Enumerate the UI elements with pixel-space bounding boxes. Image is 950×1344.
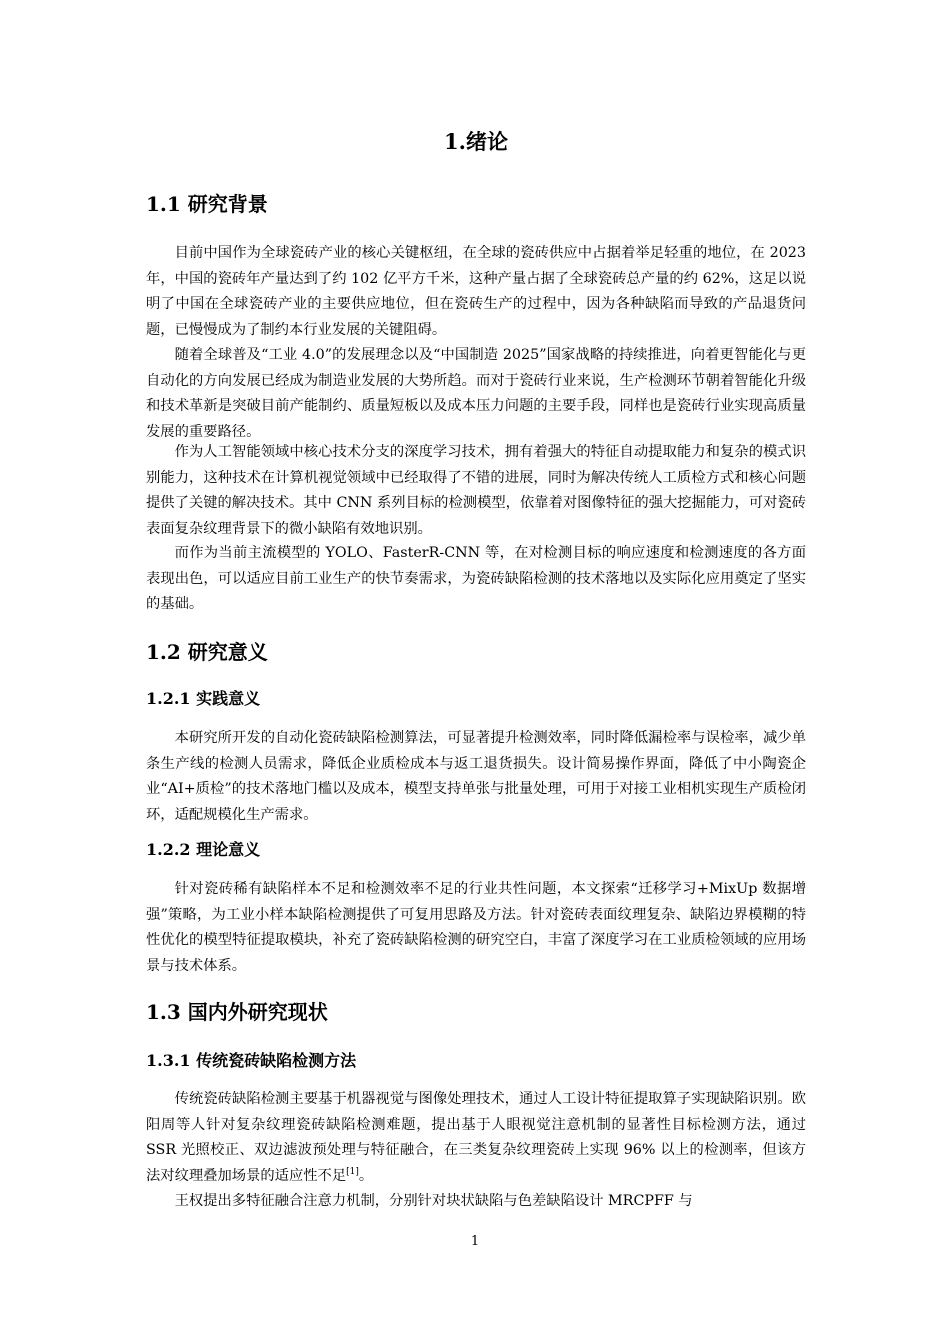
section-heading-1-3-1: 1.3.1 传统瓷砖缺陷检测方法 <box>146 1051 357 1070</box>
paragraph-background-3: 作为人工智能领域中核心技术分支的深度学习技术，拥有着强大的特征自动提取能力和复杂的模式识别能力，这种技术在计算机视觉领域中已经取得了不错的进展，同时为解决传统人工质检方式和核心问题提供了关键的解决技术。其中 CNN 系列目标的检测模型，依靠着对图像特征的强大挖掘能力，可对瓷砖表面复杂纹理背景下的微小缺陷有效地识别。 <box>146 444 806 537</box>
section-heading-1-2: 1.2 研究意义 <box>146 640 268 664</box>
paragraph-theoretical-significance: 针对瓷砖稀有缺陷样本不足和检测效率不足的行业共性问题，本文探索“迁移学习+MixUp 数据增强”策略，为工业小样本缺陷检测提供了可复用思路及方法。针对瓷砖表面纹理复杂、缺陷边界模糊的特性优化的模型特征提取模块，补充了瓷砖缺陷检测的研究空白，丰富了深度学习在工业质检领域的应用场景与技术体系。 <box>146 881 806 974</box>
chapter-title: 1.绪论 <box>444 129 508 154</box>
paragraph-practical-significance: 本研究所开发的自动化瓷砖缺陷检测算法，可显著提升检测效率，同时降低漏检率与误检率，减少单条生产线的检测人员需求，降低企业质检成本与返工退货损失。设计简易操作界面，降低了中小陶瓷企业“AI+质检”的技术落地门槛以及成本，模型支持单张与批量处理，可用于对接工业相机实现生产质检闭环，适配规模化生产需求。 <box>146 730 806 823</box>
paragraph-text-end: 。 <box>358 1167 374 1184</box>
paragraph-background-2: 随着全球普及“工业 4.0”的发展理念以及“中国制造 2025”国家战略的持续推进，向着更智能化与更自动化的方向发展已经成为制造业发展的大势所趋。而对于瓷砖行业来说，生产检测环节朝着智能化升级和技术革新是突破目前产能制约、质量短板以及成本压力问题的主要手段，同样也是瓷砖行业实现高质量发展的重要路径。 <box>146 347 806 440</box>
section-heading-1-2-2: 1.2.2 理论意义 <box>146 840 261 859</box>
paragraph-background-4: 而作为当前主流模型的 YOLO、FasterR-CNN 等，在对检测目标的响应速度和检测速度的各方面表现出色，可以适应目前工业生产的快节奏需求，为瓷砖缺陷检测的技术落地以及实际化应用奠定了坚实的基础。 <box>146 545 806 613</box>
citation-ref: [1] <box>346 1167 359 1178</box>
page-number: 1 <box>470 1234 480 1249</box>
paragraph-text: 传统瓷砖缺陷检测主要基于机器视觉与图像处理技术，通过人工设计特征提取算子实现缺陷识别。欧阳周等人针对复杂纹理瓷砖缺陷检测难题，提出基于人眼视觉注意机制的显著性目标检测方法，通过 SSR 光照校正、双边滤波预处理与特征融合，在三类复杂纹理瓷砖上实现 96% 以上的检测率，但该方法对纹理叠加场景的适应性不足 <box>146 1091 806 1184</box>
section-heading-1-1: 1.1 研究背景 <box>146 192 268 216</box>
section-heading-1-3: 1.3 国内外研究现状 <box>146 1000 328 1024</box>
paragraph-multi-feature: 王权提出多特征融合注意力机制，分别针对块状缺陷与色差缺陷设计 MRCPFF 与 <box>174 1193 693 1209</box>
paragraph-background-1: 目前中国作为全球瓷砖产业的核心关键枢纽，在全球的瓷砖供应中占据着举足轻重的地位，在 2023 年，中国的瓷砖年产量达到了约 102 亿平方千米，这种产量占据了全球瓷砖总产量的约 62%，这足以说明了中国在全球瓷砖产业的主要供应地位，但在瓷砖生产的过程中，因为各种缺陷而导致的产品退货问题，已慢慢成为了制约本行业发展的关键阻碍。 <box>146 245 806 338</box>
section-heading-1-2-1: 1.2.1 实践意义 <box>146 689 261 708</box>
paragraph-traditional-methods <box>146 1087 806 1189</box>
